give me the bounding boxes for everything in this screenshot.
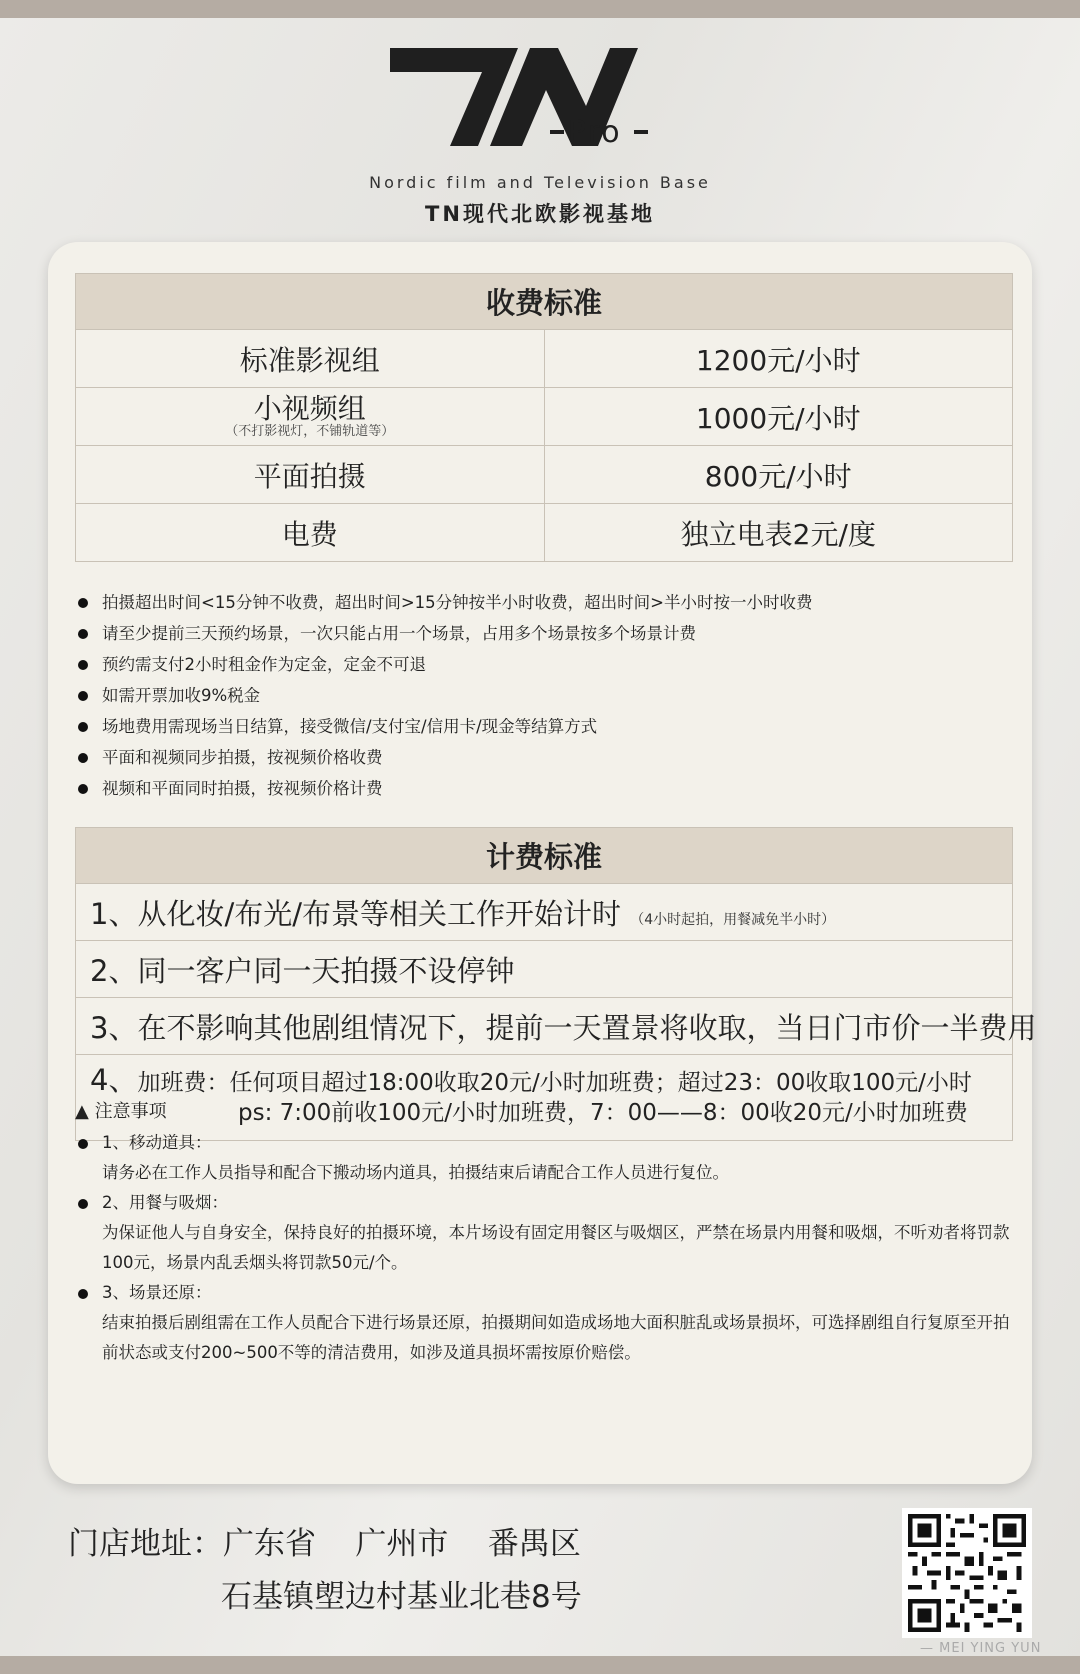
rules-list [75, 587, 1005, 804]
store-address-line-2: 石基镇塱边村基业北巷8号 [221, 1579, 582, 1615]
pricing-item-note: （不打影视灯，不铺轨道等） [225, 424, 395, 439]
notice-body: 请务必在工作人员指导和配合下搬动场内道具，拍摄结束后请配合工作人员进行复位。 [102, 1163, 729, 1182]
table-row [76, 388, 1013, 446]
qr-code-icon[interactable] [902, 1508, 1032, 1638]
top-band [0, 0, 1080, 18]
billing-title: 计费标准 [76, 828, 1013, 884]
pricing-item-name: 标准影视组 [76, 330, 545, 388]
notice-list [75, 1128, 1010, 1368]
pricing-item-name: 电费 [76, 504, 545, 562]
overtime-line-1: 加班费：任何项目超过18:00收取20元/小时加班费；超过23：00收取100元/小时 [137, 1070, 972, 1096]
notice-body: 结束拍摄后剧组需在工作人员配合下进行场景还原，拍摄期间如造成场地大面积脏乱或场景损坏，可选择剧组自行复原至开拍前状态或支付200~500不等的清洁费用，如涉及道具损坏需按原价赔偿。 [102, 1313, 1010, 1362]
list-item [75, 1278, 1010, 1368]
list-item: 场地费用需现场当日结算，接受微信/支付宝/信用卡/现金等结算方式 [75, 711, 1005, 742]
list-item: 预约需支付2小时租金作为定金，定金不可退 [75, 649, 1005, 680]
table-row [76, 884, 1013, 941]
pricing-item-price: 800元/小时 [544, 446, 1013, 504]
pricing-item-price: 独立电表2元/度 [544, 504, 1013, 562]
list-item: 请至少提前三天预约场景，一次只能占用一个场景，占用多个场景按多个场景计费 [75, 618, 1005, 649]
svg-text:Pro: Pro [568, 115, 622, 150]
pricing-item-price: 1000元/小时 [544, 388, 1013, 446]
tn-pro-logo [390, 42, 690, 162]
watermark-text: — MEI YING YUN [920, 1641, 1042, 1656]
list-item: 视频和平面同时拍摄，按视频价格计费 [75, 773, 1005, 804]
pricing-title: 收费标准 [76, 274, 1013, 330]
notice-body: 为保证他人与自身安全，保持良好的拍摄环境，本片场设有固定用餐区与吸烟区，严禁在场景内用餐和吸烟，不听劝者将罚款100元，场景内乱丢烟头将罚款50元/个。 [102, 1223, 1010, 1272]
notice-head: 3、场景还原： [102, 1283, 212, 1302]
notice-head: 2、用餐与吸烟： [102, 1193, 228, 1212]
pricing-item-name: 小视频组 [253, 392, 366, 425]
notice-title: ▲ 注意事项 [75, 1101, 167, 1122]
bottom-band [0, 1656, 1080, 1674]
list-item: 平面和视频同步拍摄，按视频价格收费 [75, 742, 1005, 773]
billing-item-note: （4小时起拍，用餐减免半小时） [630, 911, 836, 928]
billing-table [75, 827, 1037, 1141]
table-row [76, 504, 1013, 562]
billing-item-number: 4、 [90, 1063, 138, 1097]
pricing-item-cell [76, 388, 545, 446]
billing-item-2: 2、同一客户同一天拍摄不设停钟 [76, 941, 1013, 998]
overtime-line-2: ps: 7:00前收100元/小时加班费，7：00——8：00收20元/小时加班费 [238, 1100, 968, 1126]
list-item: 拍摄超出时间<15分钟不收费，超出时间>15分钟按半小时收费，超出时间>半小时按一小时收费 [75, 587, 1005, 618]
subtitle-chinese: TN现代北欧影视基地 [425, 202, 655, 226]
table-row [76, 446, 1013, 504]
billing-item-text: 1、从化妆/布光/布景等相关工作开始计时 [90, 896, 621, 931]
pricing-item-price: 1200元/小时 [544, 330, 1013, 388]
pricing-table [75, 273, 1013, 562]
info-card [48, 242, 1037, 1484]
list-item [75, 1128, 1010, 1188]
table-row [76, 998, 1013, 1055]
table-row [76, 941, 1013, 998]
qr-pattern [908, 1514, 1026, 1632]
list-item [75, 1188, 1010, 1278]
notice-head: 1、移动道具： [102, 1133, 212, 1152]
store-address-line-1: 门店地址：广东省 广州市 番禺区 [68, 1526, 581, 1562]
pricing-item-name: 平面拍摄 [76, 446, 545, 504]
billing-item-1 [76, 884, 1013, 941]
billing-item-3: 3、在不影响其他剧组情况下，提前一天置景将收取，当日门市价一半费用 [76, 998, 1013, 1055]
list-item: 如需开票加收9%税金 [75, 680, 1005, 711]
table-row [76, 330, 1013, 388]
subtitle-english: Nordic film and Television Base [369, 173, 711, 192]
